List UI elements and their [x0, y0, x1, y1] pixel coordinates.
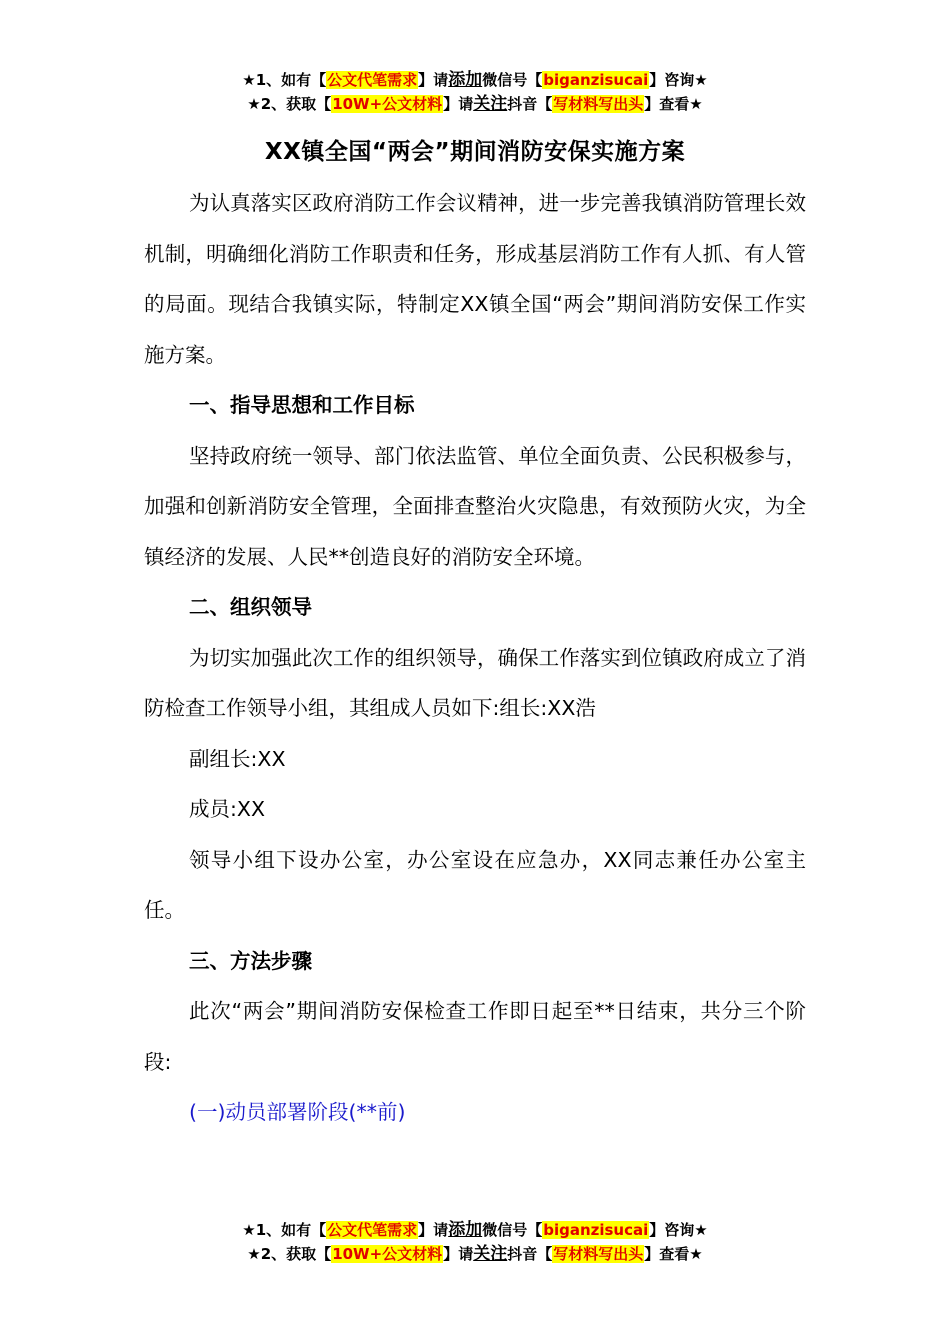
promo-wechat-id: biganzisucai — [543, 71, 649, 89]
promo-text: 微信号【 — [482, 1221, 543, 1239]
section-3-paragraph: 此次“两会”期间消防安保检查工作即日起至**日结束，共分三个阶段: — [144, 999, 806, 1074]
promo-douyin-id: 写材料写出头 — [553, 1245, 644, 1263]
promo-text: 】查看★ — [644, 1245, 703, 1263]
section-2-paragraph: 为切实加强此次工作的组织领导，确保工作落实到位镇政府成立了消防检查工作领导小组，其组成人员如下:组长:XX浩 — [144, 645, 806, 720]
promo-highlight: 10W+公文材料 — [332, 1245, 443, 1263]
deputy-leader-line: 副组长:XX — [189, 746, 286, 771]
promo-text: ★1、如有【 — [242, 1221, 327, 1239]
promo-text: 】请 — [443, 1245, 474, 1263]
promo-line-1 — [0, 68, 950, 92]
promo-emphasis: 关注 — [473, 1244, 508, 1264]
promo-emphasis: 添加 — [448, 1220, 483, 1240]
promo-line-1 — [0, 1218, 950, 1242]
section-heading-3: 三、方法步骤 — [189, 948, 312, 973]
promo-text: ★2、获取【 — [247, 1245, 332, 1263]
intro-paragraph: 为认真落实区政府消防工作会议精神，进一步完善我镇消防管理长效机制，明确细化消防工作职责和任务，形成基层消防工作有人抓、有人管的局面。现结合我镇实际，特制定XX镇全国“两会”期间消防安保工作实施方案。 — [144, 191, 806, 367]
promo-text: 】咨询★ — [649, 1221, 708, 1239]
promo-text: 】查看★ — [644, 95, 703, 113]
document-body — [144, 178, 806, 1138]
promo-text: ★2、获取【 — [247, 95, 332, 113]
promo-banner-bottom — [0, 1218, 950, 1266]
promo-highlight: 公文代笔需求 — [327, 1221, 418, 1239]
promo-line-2 — [0, 92, 950, 116]
promo-text: 】咨询★ — [649, 71, 708, 89]
members-line: 成员:XX — [189, 797, 265, 821]
promo-text: ★1、如有【 — [242, 71, 327, 89]
promo-text: 抖音【 — [507, 1245, 553, 1263]
promo-text: 】请 — [418, 1221, 449, 1239]
promo-highlight: 公文代笔需求 — [327, 71, 418, 89]
promo-emphasis: 关注 — [473, 94, 508, 114]
office-paragraph: 领导小组下设办公室，办公室设在应急办，XX同志兼任办公室主任。 — [144, 847, 806, 922]
promo-text: 抖音【 — [507, 95, 553, 113]
section-heading-1: 一、指导思想和工作目标 — [189, 393, 415, 417]
section-1-paragraph: 坚持政府统一领导、部门依法监管、单位全面负责、公民积极参与，加强和创新消防安全管理，全面排查整治火灾隐患，有效预防火灾，为全镇经济的发展、人民**创造良好的消防安全环境。 — [144, 443, 806, 569]
promo-banner-top — [0, 68, 950, 116]
promo-douyin-id: 写材料写出头 — [553, 95, 644, 113]
subsection-heading-1: (一)动员部署阶段(**前) — [189, 1100, 406, 1124]
promo-text: 】请 — [443, 95, 474, 113]
promo-text: 】请 — [418, 71, 449, 89]
document-title: XX镇全国“两会”期间消防安保实施方案 — [264, 139, 686, 165]
promo-text: 微信号【 — [482, 71, 543, 89]
promo-emphasis: 添加 — [448, 70, 483, 90]
promo-line-2 — [0, 1242, 950, 1266]
section-heading-2: 二、组织领导 — [189, 595, 312, 619]
promo-wechat-id: biganzisucai — [543, 1221, 649, 1239]
promo-highlight: 10W+公文材料 — [332, 95, 443, 113]
